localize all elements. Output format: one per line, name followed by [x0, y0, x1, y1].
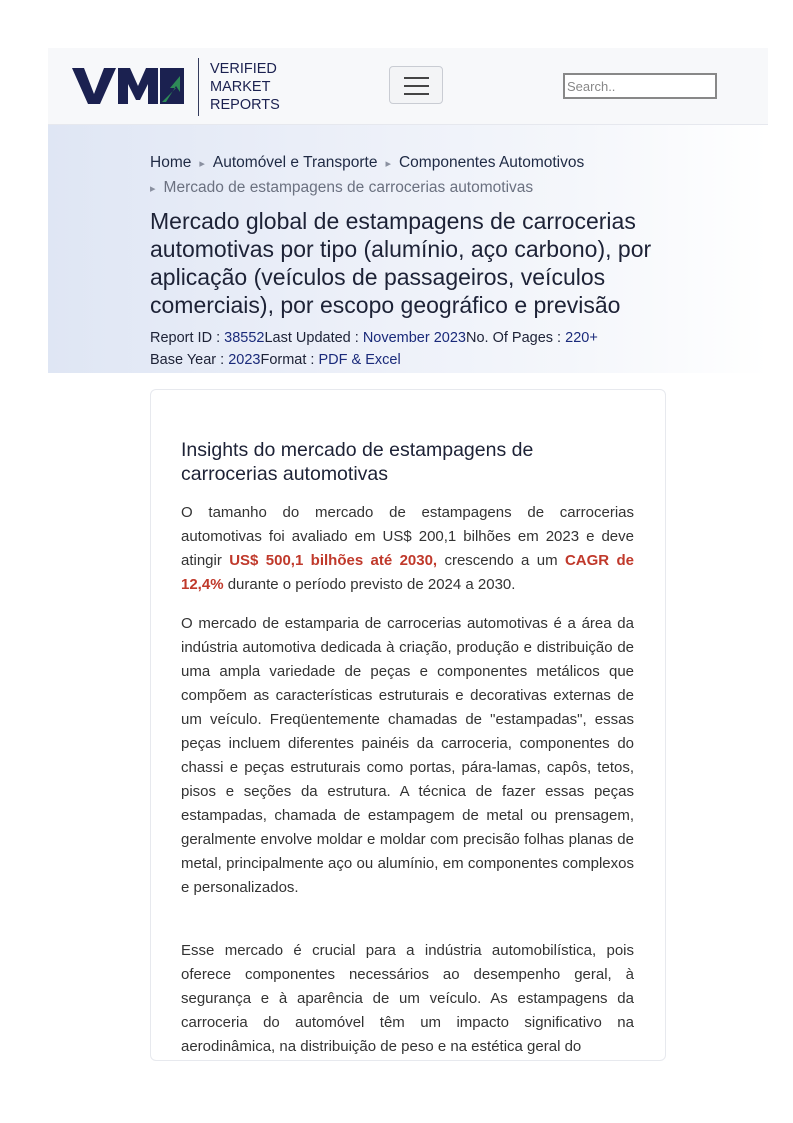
last-updated-label: Last Updated : — [264, 330, 363, 346]
breadcrumb-current: Mercado de estampagens de carrocerias automotivas — [163, 179, 534, 196]
report-id-label: Report ID : — [150, 330, 225, 346]
report-hero — [48, 125, 768, 373]
report-meta — [150, 327, 710, 371]
market-value-highlight: US$ 500,1 bilhões até 2030, — [229, 552, 438, 569]
chevron-right-icon: ▸ — [199, 158, 205, 170]
p1-text-a: O tamanho do mercado de estampagens de carrocerias automotivas foi avaliado em US$ 200,1 bilhões em 2023 e deve atingir — [181, 504, 634, 569]
hamburger-icon-bar — [404, 85, 429, 87]
vmr-logo-icon[interactable] — [72, 66, 184, 106]
pages-label: No. Of Pages : — [465, 330, 566, 346]
logo-text[interactable] — [210, 60, 280, 114]
insights-card — [150, 389, 666, 1061]
logo-line-2: MARKET — [210, 79, 271, 95]
report-id-value: 38552 — [224, 330, 265, 346]
insights-paragraph-1 — [181, 501, 634, 597]
logo-divider — [198, 58, 199, 116]
page-title: Mercado global de estampagens de carrocerias automotivas por tipo (alumínio, aço carbono), por aplicação (veículos de passageiros, veículos comerciais), por escopo geográfico e previsão — [150, 208, 652, 318]
breadcrumb-home[interactable]: Home — [150, 154, 192, 171]
breadcrumb — [150, 151, 690, 201]
site-header — [48, 48, 768, 125]
base-year-value: 2023 — [228, 352, 261, 368]
format-label: Format : — [260, 352, 319, 368]
logo-line-1: VERIFIED — [210, 61, 277, 77]
insights-paragraph-2: O mercado de estamparia de carrocerias automotivas é a área da indústria automotiva dedicada à criação, produção e distribuição de uma ampla variedade de peças e componentes metálicos que compõem as características estruturais e decorativas externas de um veículo. Freqüentemente chamadas de "estampadas", essas peças incluem diferentes painéis da carroceria, componentes do chassi e peças estruturais como portas, pára-lamas, capôs, tetos, pisos e seções da estrutura. A técnica de fazer essas peças estampadas, chamada de estampagem de metal ou prensagem, geralmente envolve moldar e moldar com precisão folhas planas de metal, principalmente aço ou alumínio, em componentes complexos e personalizados. — [181, 615, 634, 896]
hamburger-icon — [404, 77, 429, 79]
search-input[interactable] — [563, 73, 717, 99]
last-updated-value: November 2023 — [362, 330, 466, 346]
base-year-label: Base Year : — [150, 352, 229, 368]
menu-toggle-button[interactable] — [389, 66, 443, 104]
chevron-right-icon: ▸ — [150, 183, 156, 195]
insights-heading: Insights do mercado de estampagens de carrocerias automotivas — [181, 439, 534, 485]
breadcrumb-automovel[interactable]: Automóvel e Transporte — [212, 154, 378, 171]
p1-text-c: durante o período previsto de 2024 a 2030. — [223, 576, 516, 593]
logo-line-3: REPORTS — [210, 97, 280, 113]
pages-value: 220+ — [565, 330, 598, 346]
breadcrumb-componentes[interactable]: Componentes Automotivos — [398, 154, 585, 171]
chevron-right-icon: ▸ — [385, 158, 391, 170]
cagr-highlight: CAGR de 12,4% — [181, 552, 634, 593]
p1-text-b: crescendo a um — [437, 552, 565, 569]
format-value: PDF & Excel — [318, 352, 401, 368]
insights-paragraph-3: Esse mercado é crucial para a indústria automobilística, pois oferece componentes necessários ao desempenho geral, à segurança e à aparência de um veículo. As estampagens da carroceria do automóvel têm um impacto significativo na aerodinâmica, na distribuição de peso e na estética geral do — [181, 942, 634, 1055]
hamburger-icon-bar — [404, 93, 429, 95]
